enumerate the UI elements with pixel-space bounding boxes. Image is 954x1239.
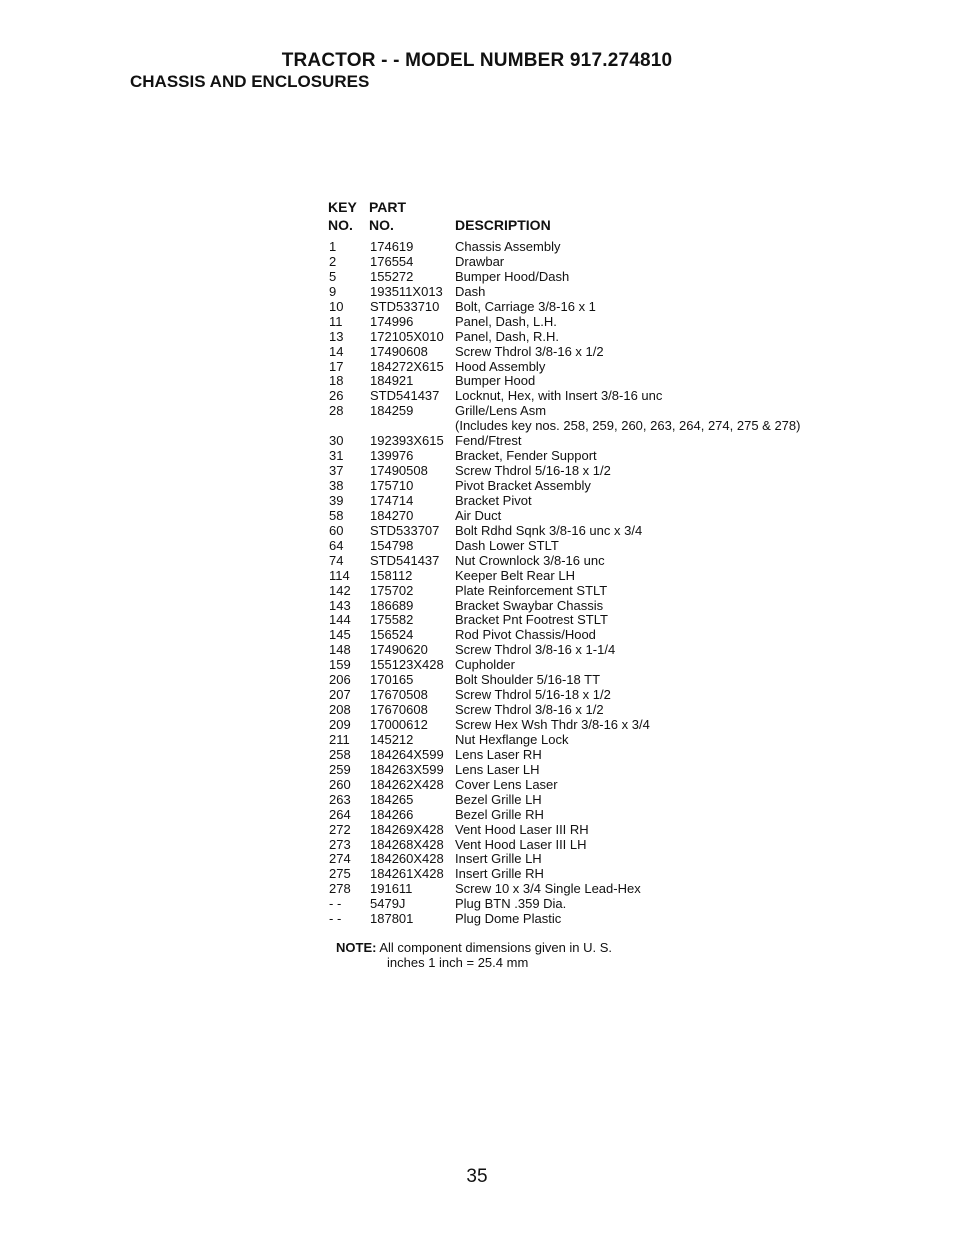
part-number: 187801 [370, 911, 414, 927]
table-row [328, 808, 888, 823]
part-description: Hood Assembly [455, 358, 546, 374]
part-number: 184264X599 [370, 746, 444, 762]
part-number: 184260X428 [370, 851, 444, 867]
part-description: Insert Grille LH [455, 851, 542, 867]
table-row [328, 449, 888, 464]
key-number: 11 [329, 313, 343, 329]
part-number: 17490508 [370, 463, 428, 479]
part-number: 175582 [370, 612, 414, 628]
key-number: 26 [329, 388, 344, 404]
part-description: Bumper Hood [455, 373, 536, 389]
part-number: 145212 [370, 731, 414, 747]
part-number: 17490608 [370, 343, 428, 359]
table-row [328, 867, 888, 882]
key-number: 145 [329, 627, 351, 643]
part-description: Air Duct [455, 507, 502, 523]
part-description: Locknut, Hex, with Insert 3/8-16 unc [455, 388, 663, 404]
part-number: 17490620 [370, 642, 428, 658]
key-number: 260 [329, 776, 351, 792]
part-description: Bolt, Carriage 3/8-16 x 1 [455, 298, 596, 314]
key-number: 142 [329, 582, 351, 598]
table-row [328, 823, 888, 838]
column-header-key-top: KEY [328, 199, 357, 215]
column-header-key-bottom: NO. [328, 217, 353, 233]
part-description: Rod Pivot Chassis/Hood [455, 627, 596, 643]
key-number: 74 [329, 552, 344, 568]
table-row [328, 748, 888, 763]
key-number: 28 [329, 403, 344, 419]
table-row [328, 270, 888, 285]
column-header-description: DESCRIPTION [455, 217, 551, 233]
part-description: Lens Laser LH [455, 761, 540, 777]
table-row [328, 718, 888, 733]
table-row [328, 434, 888, 449]
table-row [328, 479, 888, 494]
key-number: 211 [329, 731, 350, 747]
part-number: 170165 [370, 672, 414, 688]
key-number: 159 [329, 657, 351, 673]
part-description: Bolt Rdhd Sqnk 3/8-16 unc x 3/4 [455, 522, 643, 538]
table-row [328, 569, 888, 584]
part-description: Plate Reinforcement STLT [455, 582, 608, 598]
key-number: 18 [329, 373, 344, 389]
table-row [328, 658, 888, 673]
key-number: 208 [329, 702, 351, 718]
part-description: Bolt Shoulder 5/16-18 TT [455, 672, 601, 688]
table-row [328, 643, 888, 658]
part-description: Keeper Belt Rear LH [455, 567, 575, 583]
page-number: 35 [466, 1166, 488, 1187]
part-description: Screw Thdrol 3/8-16 x 1/2 [455, 702, 604, 718]
part-number: 5479J [370, 896, 406, 912]
table-row [328, 374, 888, 389]
key-number: - - [329, 911, 342, 927]
key-number: 64 [329, 537, 344, 553]
part-number: 172105X010 [370, 328, 444, 344]
column-header-part-bottom: NO. [369, 217, 394, 233]
part-number: 184261X428 [370, 866, 444, 882]
key-number: 258 [329, 746, 351, 762]
part-number: 192393X615 [370, 433, 444, 449]
part-number: 184262X428 [370, 776, 444, 792]
table-row [328, 628, 888, 643]
table-row [328, 912, 888, 927]
table-row [328, 419, 888, 434]
key-number: 30 [329, 433, 344, 449]
part-number: 17670608 [370, 702, 428, 718]
table-row [328, 584, 888, 599]
part-number: 184270 [370, 507, 414, 523]
part-description: Bezel Grille LH [455, 791, 542, 807]
table-row [328, 300, 888, 315]
table-row [328, 599, 888, 614]
key-number: 31 [329, 448, 344, 464]
part-number: 155123X428 [370, 657, 444, 673]
key-number: 206 [329, 672, 351, 688]
table-row [328, 285, 888, 300]
key-number: - - [329, 896, 342, 912]
part-description: Plug BTN .359 Dia. [455, 896, 567, 912]
part-description: Insert Grille RH [455, 866, 544, 882]
part-description: Screw Thdrol 5/16-18 x 1/2 [455, 687, 611, 703]
part-description: Pivot Bracket Assembly [455, 478, 591, 493]
part-number: 174619 [370, 239, 414, 254]
part-description: Fend/Ftrest [455, 433, 522, 449]
table-row [328, 539, 888, 554]
table-row [328, 613, 888, 628]
page-title: TRACTOR - - MODEL NUMBER 917.274810 [281, 50, 673, 71]
table-row [328, 763, 888, 778]
table-row [328, 315, 888, 330]
table-row [328, 240, 888, 255]
part-number: 139976 [370, 448, 414, 464]
part-number: 193511X013 [370, 283, 443, 299]
part-description: Cupholder [455, 657, 515, 673]
key-number: 1 [329, 239, 337, 254]
table-row [328, 255, 888, 270]
part-number: 184263X599 [370, 761, 444, 777]
part-description: Nut Hexflange Lock [455, 731, 569, 747]
table-row [328, 404, 888, 419]
part-description: Nut Crownlock 3/8-16 unc [455, 552, 605, 568]
table-row [328, 524, 888, 539]
part-number: 175702 [370, 582, 414, 598]
part-number: 184266 [370, 806, 414, 822]
part-number: 184259 [370, 403, 414, 419]
key-number: 10 [329, 298, 344, 314]
key-number: 9 [329, 283, 337, 299]
table-row [328, 673, 888, 688]
part-description: Plug Dome Plastic [455, 911, 562, 927]
table-row [328, 703, 888, 718]
part-description: Cover Lens Laser [455, 776, 558, 792]
table-row [328, 345, 888, 360]
part-number: STD533707 [370, 522, 440, 538]
key-number: 259 [329, 761, 351, 777]
part-number: 175710 [370, 478, 414, 493]
part-number: 174996 [370, 313, 414, 329]
key-number: 5 [329, 268, 337, 284]
part-number: STD541437 [370, 552, 440, 568]
key-number: 274 [329, 851, 351, 867]
key-number: 39 [329, 492, 344, 508]
part-number: 191611 [370, 881, 413, 897]
table-row [328, 494, 888, 509]
table-row [328, 838, 888, 853]
key-number: 264 [329, 806, 351, 822]
part-description: Vent Hood Laser III RH [455, 821, 589, 837]
part-description: Bracket Swaybar Chassis [455, 597, 604, 613]
part-description: Bezel Grille RH [455, 806, 544, 822]
parts-list [328, 240, 888, 927]
key-number: 148 [329, 642, 351, 658]
part-description: Screw Hex Wsh Thdr 3/8-16 x 3/4 [455, 717, 650, 732]
key-number: 278 [329, 881, 351, 897]
table-row [328, 360, 888, 375]
key-number: 2 [329, 253, 337, 269]
note-text-line2: inches 1 inch = 25.4 mm [387, 955, 529, 970]
key-number: 263 [329, 791, 351, 807]
key-number: 38 [329, 478, 344, 493]
part-description: (Includes key nos. 258, 259, 260, 263, 264, 274, 275 & 278) [455, 418, 801, 434]
part-description: Bracket Pnt Footrest STLT [455, 612, 608, 628]
part-number: 155272 [370, 268, 414, 284]
column-header-part-top: PART [369, 199, 407, 215]
part-description: Panel, Dash, L.H. [455, 313, 557, 329]
part-number: 184921 [370, 373, 414, 389]
part-number: 184268X428 [370, 836, 444, 852]
part-description: Bracket Pivot [455, 492, 532, 508]
key-number: 58 [329, 507, 344, 523]
table-row [328, 509, 888, 524]
part-description: Vent Hood Laser III LH [455, 836, 587, 852]
table-row [328, 793, 888, 808]
part-description: Screw 10 x 3/4 Single Lead-Hex [455, 881, 641, 897]
part-description: Panel, Dash, R.H. [455, 328, 560, 344]
key-number: 60 [329, 522, 344, 538]
key-number: 14 [329, 343, 344, 359]
table-row [328, 389, 888, 404]
table-row [328, 852, 888, 867]
part-number: 176554 [370, 253, 414, 269]
key-number: 209 [329, 717, 351, 732]
table-row [328, 330, 888, 345]
part-description: Screw Thdrol 3/8-16 x 1-1/4 [455, 642, 616, 658]
key-number: 273 [329, 836, 351, 852]
part-description: Bumper Hood/Dash [455, 268, 570, 284]
part-number: 158112 [370, 567, 413, 583]
key-number: 144 [329, 612, 351, 628]
key-number: 17 [329, 358, 344, 374]
table-row [328, 882, 888, 897]
part-number: 174714 [370, 492, 414, 508]
part-number: STD541437 [370, 388, 440, 404]
note-label: NOTE: [336, 940, 377, 955]
table-row [328, 733, 888, 748]
part-number: 186689 [370, 597, 414, 613]
table-row [328, 778, 888, 793]
table-row [328, 464, 888, 479]
part-number: 184272X615 [370, 358, 444, 374]
part-number: 17000612 [370, 717, 428, 732]
key-number: 37 [329, 463, 344, 479]
key-number: 114 [329, 567, 350, 583]
part-description: Chassis Assembly [455, 239, 561, 254]
part-description: Dash Lower STLT [455, 537, 559, 553]
key-number: 143 [329, 597, 351, 613]
table-row [328, 554, 888, 569]
table-row [328, 897, 888, 912]
key-number: 13 [329, 328, 344, 344]
part-description: Screw Thdrol 3/8-16 x 1/2 [455, 343, 604, 359]
table-row [328, 688, 888, 703]
note-text-line1: All component dimensions given in U. S. [379, 940, 613, 955]
part-number: 154798 [370, 537, 414, 553]
section-subtitle: CHASSIS AND ENCLOSURES [130, 72, 370, 91]
part-description: Dash [455, 283, 486, 299]
part-description: Screw Thdrol 5/16-18 x 1/2 [455, 463, 611, 479]
key-number: 272 [329, 821, 351, 837]
part-number: STD533710 [370, 298, 440, 314]
part-description: Lens Laser RH [455, 746, 542, 762]
part-number: 184269X428 [370, 821, 444, 837]
note [336, 940, 612, 955]
key-number: 275 [329, 866, 351, 882]
part-number: 156524 [370, 627, 414, 643]
part-description: Grille/Lens Asm [455, 403, 547, 419]
part-number: 17670508 [370, 687, 428, 703]
part-description: Drawbar [455, 253, 505, 269]
part-number: 184265 [370, 791, 414, 807]
part-description: Bracket, Fender Support [455, 448, 597, 464]
key-number: 207 [329, 687, 351, 703]
